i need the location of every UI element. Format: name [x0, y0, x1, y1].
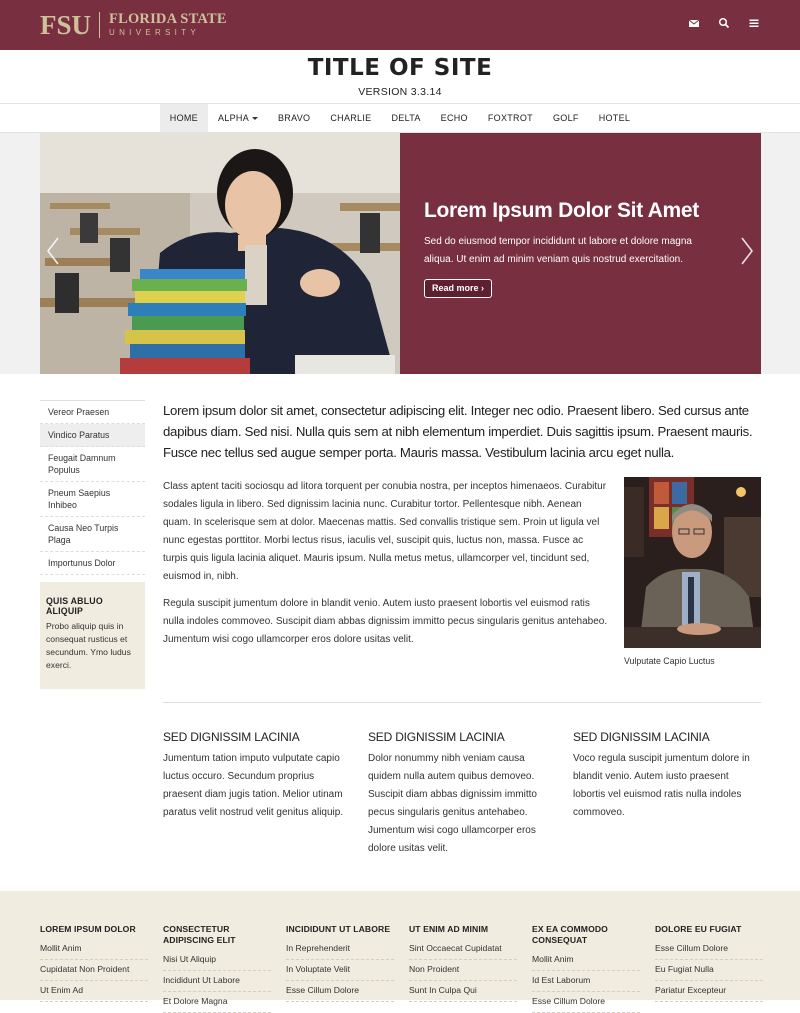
site-version: VERSION 3.3.14: [358, 86, 442, 98]
footer-link[interactable]: Mollit Anim: [532, 950, 640, 971]
feature-column-text: Jumentum tation imputo vulputate capio luctus occuro. Secundum proprius praesent diam jugis tation. Melior utinam paratus velit nostrud velit genitus aliquip.: [163, 753, 344, 818]
footer-column-4: [409, 924, 517, 1002]
sidebar-item-vindico-paratus[interactable]: Vindico Paratus: [40, 424, 145, 447]
footer-link-list: [286, 939, 394, 1002]
footer-column-1: [40, 924, 148, 1002]
sidebar-item-importunus-dolor[interactable]: Importunus Dolor: [40, 552, 145, 575]
carousel-prev-icon[interactable]: [46, 236, 60, 266]
nav-item-hotel[interactable]: HOTEL: [598, 113, 631, 123]
footer-link[interactable]: Eu Fugiat Nulla: [655, 960, 763, 981]
nav-item-foxtrot[interactable]: FOXTROT: [487, 113, 533, 123]
hero-photo: [40, 133, 400, 374]
portrait-caption: Vulputate Capio Luctus: [624, 656, 715, 666]
body-paragraph-1: Class aptent taciti sociosqu ad litora torquent per conubia nostra, per inceptos himenaeos. Curabitur sodales ligula in libero. Sed dignissim lacinia nunc. Curabitur tortor. Pellentesque nibh. Aenean quam. In scelerisque sem at dolor. Maecenas mattis. Sed convallis tristique sem. Proin ut ligula vel nunc egestas porttitor. Morbi lectus risus, iaculis vel, suscipit quis, luctus non, massa. Fusce ac turpis quis ligula lacinia aliquet. Mauris ipsum. Nulla metus metus, ullamcorper vel, tincidunt sed, euismod in, nibh.: [163, 481, 607, 582]
nav-item-echo[interactable]: ECHO: [440, 113, 468, 123]
feature-column-3: [573, 730, 758, 822]
logo-abbr: FSU: [40, 10, 92, 40]
footer-column-title: LOREM IPSUM DOLOR: [40, 924, 136, 934]
footer-link-list: [409, 939, 517, 1002]
footer-link[interactable]: Nisi Ut Aliquip: [163, 950, 271, 971]
top-icons: [688, 17, 760, 29]
footer-link[interactable]: Ut Enim Ad: [40, 981, 148, 1002]
feature-column-1: [163, 730, 348, 822]
site-header: [0, 50, 800, 104]
nav-item-label: ALPHA: [217, 113, 249, 123]
footer-link[interactable]: Sunt In Culpa Qui: [409, 981, 517, 1002]
footer-link[interactable]: In Voluptate Velit: [286, 960, 394, 981]
sidebar-box-title: QUIS ABLUO ALIQUIP: [46, 596, 103, 616]
sidebar-item-feugait-damnum[interactable]: Feugait Damnum Populus: [40, 447, 145, 482]
menu-icon[interactable]: [748, 17, 760, 29]
footer-link[interactable]: Mollit Anim: [40, 939, 148, 960]
carousel-next-icon[interactable]: [740, 236, 754, 266]
logo-wordmark: [109, 12, 227, 38]
portrait-photo: [624, 477, 761, 648]
footer-link[interactable]: Esse Cillum Dolore: [532, 992, 640, 1013]
feature-column-title: SED DIGNISSIM LACINIA: [573, 730, 710, 744]
hero-panel: [400, 133, 761, 374]
site-title[interactable]: TITLE OF SITE: [307, 55, 493, 81]
footer-link-list: [532, 950, 640, 1013]
footer-link[interactable]: Non Proident: [409, 960, 517, 981]
footer-column-6: [655, 924, 763, 1002]
footer-link[interactable]: Et Dolore Magna: [163, 992, 271, 1013]
nav-item-delta[interactable]: DELTA: [391, 113, 421, 123]
nav-item-bravo[interactable]: BRAVO: [278, 113, 311, 123]
search-icon[interactable]: [718, 17, 730, 29]
feature-column-2: [368, 730, 553, 858]
fsu-logo[interactable]: [40, 11, 227, 39]
body-paragraph-2: Regula suscipit jumentum dolore in blandit venio. Autem iusto praesent lobortis vel euismod ratis nulla indoles commoveo. Suscipit diam abbas dignissim immitto pecus singularis genitus antehabeo. Jumentum wisi cogo ullamcorper eros dolore usitas velit.: [163, 598, 608, 645]
footer-link[interactable]: Cupidatat Non Proident: [40, 960, 148, 981]
footer-link[interactable]: Pariatur Excepteur: [655, 981, 763, 1002]
content-divider: [163, 702, 761, 703]
sidebar-item-vereor-praesen[interactable]: Vereor Praesen: [40, 400, 145, 424]
logo-name: FLORIDA STATE: [109, 11, 227, 27]
footer-link[interactable]: Sint Occaecat Cupidatat: [409, 939, 517, 960]
logo-sub: UNIVERSITY: [109, 28, 201, 37]
lead-paragraph: Lorem ipsum dolor sit amet, consectetur adipiscing elit. Integer nec odio. Praesent libero. Sed cursus ante dapibus diam. Sed nisi. Nulla quis sem at nibh elementum imperdiet. Duis sagittis ipsum. Praesent mauris. Fusce nec tellus sed augue semper porta. Mauris massa. Vestibulum lacinia arcu eget nulla.: [163, 403, 753, 460]
portrait-illustration: [624, 477, 761, 648]
footer-link[interactable]: In Reprehenderit: [286, 939, 394, 960]
footer-link[interactable]: Id Est Laborum: [532, 971, 640, 992]
feature-column-title: SED DIGNISSIM LACINIA: [163, 730, 300, 744]
top-bar: [0, 0, 800, 50]
read-more-button[interactable]: [424, 279, 492, 298]
feature-column-text: Voco regula suscipit jumentum dolore in blandit venio. Autem iusto praesent lobortis vel euismod ratis nulla indoles commoveo.: [573, 753, 750, 818]
hero-title: Lorem Ipsum Dolor Sit Amet: [424, 199, 699, 222]
nav-item-alpha[interactable]: [208, 104, 268, 132]
footer-link-list: [163, 950, 271, 1013]
hero-photo-illustration: [40, 133, 400, 374]
sidebar-item-causa-neo[interactable]: Causa Neo Turpis Plaga: [40, 517, 145, 552]
chevron-right-icon: ›: [481, 283, 485, 293]
footer-link-list: [655, 939, 763, 1002]
feature-column-text: Dolor nonummy nibh veniam causa quidem nulla autem quibus demoveo. Suscipit diam abbas dignissim immitto pecus singularis genitus antehabeo. Jumentum wisi cogo ullamcorper eros dolore usitas velit.: [368, 753, 537, 854]
hero-text: Sed do eiusmod tempor incididunt ut labore et dolore magna aliqua. Ut enim ad minim veniam quis nostrud exercitation.: [424, 236, 692, 265]
read-more-label: Read more: [432, 283, 479, 293]
footer-column-title: EX EA COMMODO CONSEQUAT: [532, 924, 608, 945]
nav-item-golf[interactable]: GOLF: [552, 113, 579, 123]
footer-column-3: [286, 924, 394, 1002]
feature-column-title: SED DIGNISSIM LACINIA: [368, 730, 505, 744]
site-footer: [0, 891, 800, 1006]
sidebar-box-text: Probo aliquip quis in consequat rusticus et secundum. Ymo ludus exerci.: [46, 621, 131, 670]
footer-column-title: CONSECTETUR ADIPISCING ELIT: [163, 924, 236, 945]
nav-item-home[interactable]: HOME: [160, 104, 208, 132]
caret-down-icon: [252, 117, 258, 120]
logo-divider: [99, 12, 100, 38]
footer-column-title: DOLORE EU FUGIAT: [655, 924, 742, 934]
footer-link-list: [40, 939, 148, 1002]
nav-item-charlie[interactable]: CHARLIE: [330, 113, 372, 123]
footer-column-title: UT ENIM AD MINIM: [409, 924, 489, 934]
footer-link[interactable]: Incididunt Ut Labore: [163, 971, 271, 992]
sidebar-item-pneum-saepius[interactable]: Pneum Saepius Inhibeo: [40, 482, 145, 517]
sidebar-nav: [40, 400, 145, 575]
sidebar-callout-box: [40, 582, 145, 689]
footer-column-title: INCIDIDUNT UT LABORE: [286, 924, 391, 934]
envelope-icon[interactable]: [688, 17, 700, 29]
footer-link[interactable]: Esse Cillum Dolore: [655, 939, 763, 960]
main-nav: [0, 103, 800, 133]
footer-link[interactable]: Esse Cillum Dolore: [286, 981, 394, 1002]
